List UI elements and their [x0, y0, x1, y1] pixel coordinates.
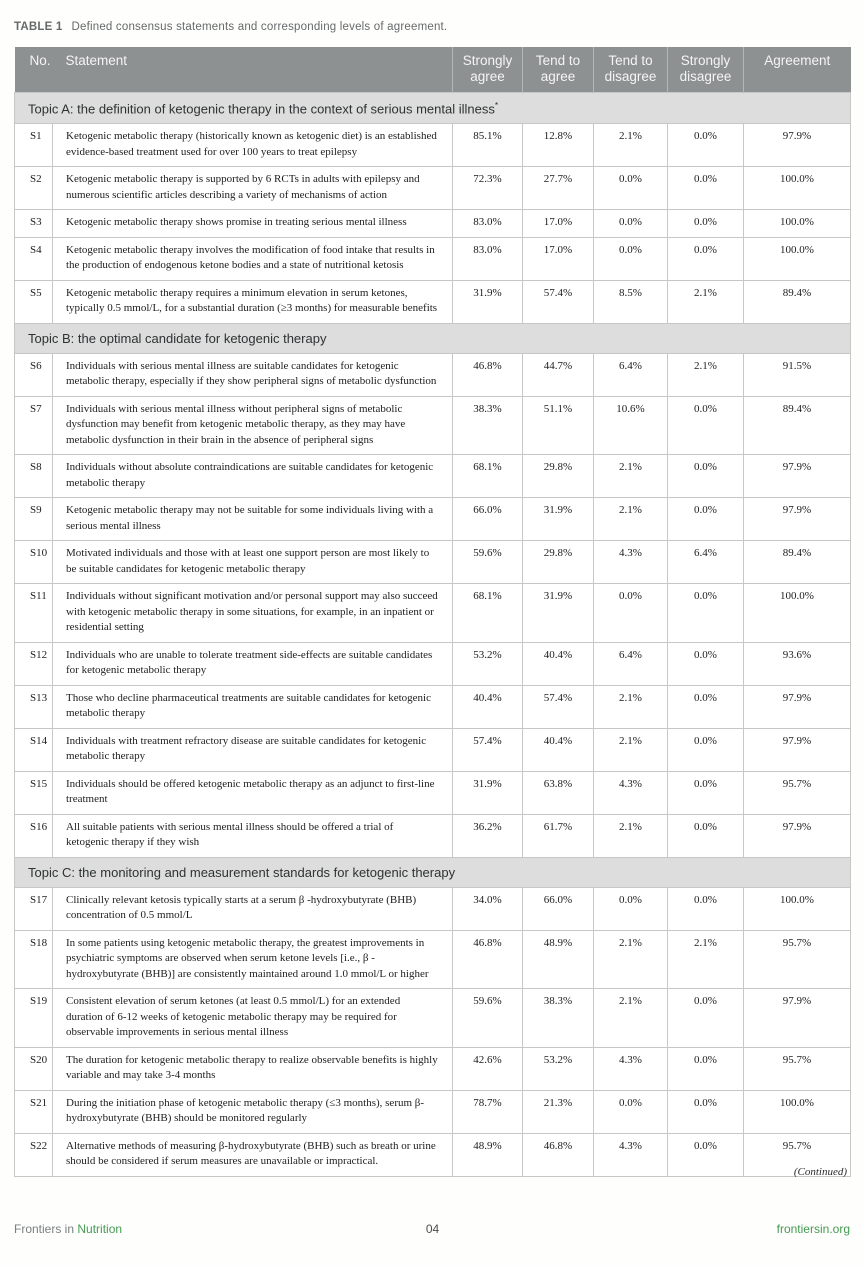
value-strongly-disagree: 0.0%	[668, 771, 744, 814]
table-row	[15, 1047, 851, 1090]
statement-text: Ketogenic metabolic therapy is supported by 6 RCTs in adults with epilepsy and numerous scientific articles describing a variety of mechanisms of action	[53, 167, 453, 210]
value-tend-to-agree: 29.8%	[523, 541, 594, 584]
value-agreement: 97.9%	[744, 989, 851, 1048]
column-header-strongly-disagree: Strongly disagree	[668, 47, 744, 93]
table-row	[15, 728, 851, 771]
value-strongly-disagree: 0.0%	[668, 887, 744, 930]
statement-number: S11	[15, 584, 53, 643]
value-tend-to-disagree: 6.4%	[594, 642, 668, 685]
value-tend-to-agree: 21.3%	[523, 1090, 594, 1133]
value-agreement: 89.4%	[744, 396, 851, 455]
value-strongly-agree: 85.1%	[453, 124, 523, 167]
value-tend-to-disagree: 2.1%	[594, 498, 668, 541]
value-strongly-disagree: 0.0%	[668, 237, 744, 280]
value-tend-to-disagree: 2.1%	[594, 814, 668, 857]
statement-text: During the initiation phase of ketogenic metabolic therapy (≤3 months), serum β-hydroxybutyrate (BHB) should be monitored regularly	[53, 1090, 453, 1133]
topic-row	[15, 323, 851, 353]
page-number: 04	[425, 1222, 440, 1236]
statement-text: The duration for ketogenic metabolic therapy to realize observable benefits is highly variable and may take 3-4 months	[53, 1047, 453, 1090]
column-header-agreement: Agreement	[744, 47, 851, 93]
table-header-row	[15, 47, 851, 93]
value-agreement: 97.9%	[744, 728, 851, 771]
value-strongly-agree: 72.3%	[453, 167, 523, 210]
value-strongly-disagree: 0.0%	[668, 396, 744, 455]
value-tend-to-disagree: 0.0%	[594, 237, 668, 280]
value-strongly-agree: 31.9%	[453, 280, 523, 323]
value-strongly-agree: 46.8%	[453, 353, 523, 396]
table-row	[15, 455, 851, 498]
value-strongly-disagree: 0.0%	[668, 210, 744, 238]
statement-number: S7	[15, 396, 53, 455]
value-strongly-disagree: 0.0%	[668, 455, 744, 498]
value-tend-to-agree: 27.7%	[523, 167, 594, 210]
value-strongly-agree: 83.0%	[453, 210, 523, 238]
table-row	[15, 353, 851, 396]
value-strongly-agree: 83.0%	[453, 237, 523, 280]
table-row	[15, 685, 851, 728]
value-strongly-disagree: 2.1%	[668, 930, 744, 989]
statement-number: S2	[15, 167, 53, 210]
value-tend-to-disagree: 2.1%	[594, 455, 668, 498]
topic-row	[15, 857, 851, 887]
table-row	[15, 584, 851, 643]
value-strongly-disagree: 2.1%	[668, 353, 744, 396]
value-strongly-disagree: 0.0%	[668, 1090, 744, 1133]
statement-text: Individuals with treatment refractory disease are suitable candidates for ketogenic metabolic therapy	[53, 728, 453, 771]
value-tend-to-agree: 17.0%	[523, 237, 594, 280]
topic-title: Topic C: the monitoring and measurement standards for ketogenic therapy	[15, 857, 851, 887]
continued-note: (Continued)	[793, 1166, 847, 1178]
statement-number: S18	[15, 930, 53, 989]
table-row	[15, 1133, 851, 1176]
statement-number: S20	[15, 1047, 53, 1090]
value-strongly-agree: 31.9%	[453, 771, 523, 814]
value-strongly-agree: 34.0%	[453, 887, 523, 930]
value-agreement: 100.0%	[744, 887, 851, 930]
statement-number: S4	[15, 237, 53, 280]
topic-title: Topic B: the optimal candidate for ketogenic therapy	[15, 323, 851, 353]
value-strongly-disagree: 0.0%	[668, 124, 744, 167]
topic-title: Topic A: the definition of ketogenic therapy in the context of serious mental illness*	[15, 93, 851, 124]
value-tend-to-disagree: 0.0%	[594, 1090, 668, 1133]
value-tend-to-agree: 63.8%	[523, 771, 594, 814]
value-tend-to-disagree: 2.1%	[594, 685, 668, 728]
statement-number: S9	[15, 498, 53, 541]
table-header	[15, 47, 851, 93]
value-tend-to-agree: 38.3%	[523, 989, 594, 1048]
site-link[interactable]: frontiersin.org	[776, 1222, 850, 1236]
value-agreement: 91.5%	[744, 353, 851, 396]
column-header-no: No.	[15, 47, 53, 93]
topic-row	[15, 93, 851, 124]
value-strongly-agree: 68.1%	[453, 455, 523, 498]
value-tend-to-agree: 29.8%	[523, 455, 594, 498]
value-strongly-agree: 68.1%	[453, 584, 523, 643]
statement-text: Alternative methods of measuring β-hydroxybutyrate (BHB) such as breath or urine should be considered if serum measures are unavailable or impractical.	[53, 1133, 453, 1176]
value-tend-to-agree: 57.4%	[523, 685, 594, 728]
value-tend-to-agree: 51.1%	[523, 396, 594, 455]
value-strongly-agree: 36.2%	[453, 814, 523, 857]
value-tend-to-agree: 31.9%	[523, 498, 594, 541]
table-row	[15, 930, 851, 989]
journal-title: Nutrition	[77, 1222, 123, 1236]
column-header-tend-to-agree: Tend to agree	[523, 47, 594, 93]
statement-number: S5	[15, 280, 53, 323]
statement-number: S15	[15, 771, 53, 814]
topic-footnote-marker: *	[494, 100, 499, 110]
statement-text: Individuals who are unable to tolerate treatment side-effects are suitable candidates for ketogenic metabolic therapy	[53, 642, 453, 685]
value-agreement: 100.0%	[744, 210, 851, 238]
table-row	[15, 814, 851, 857]
statement-number: S10	[15, 541, 53, 584]
value-strongly-agree: 42.6%	[453, 1047, 523, 1090]
value-strongly-agree: 38.3%	[453, 396, 523, 455]
value-tend-to-disagree: 4.3%	[594, 1133, 668, 1176]
statement-text: Ketogenic metabolic therapy shows promise in treating serious mental illness	[53, 210, 453, 238]
value-tend-to-agree: 31.9%	[523, 584, 594, 643]
value-tend-to-disagree: 0.0%	[594, 167, 668, 210]
value-strongly-disagree: 0.0%	[668, 167, 744, 210]
value-agreement: 97.9%	[744, 814, 851, 857]
table-row	[15, 771, 851, 814]
value-strongly-agree: 59.6%	[453, 541, 523, 584]
value-strongly-disagree: 0.0%	[668, 584, 744, 643]
column-header-strongly-agree: Strongly agree	[453, 47, 523, 93]
value-agreement: 100.0%	[744, 237, 851, 280]
value-strongly-disagree: 2.1%	[668, 280, 744, 323]
statement-text: Individuals with serious mental illness are suitable candidates for ketogenic metabolic therapy, especially if they show peripheral signs of metabolic dysfunction	[53, 353, 453, 396]
consensus-table	[14, 47, 851, 1177]
value-agreement: 95.7%	[744, 771, 851, 814]
value-tend-to-disagree: 2.1%	[594, 989, 668, 1048]
value-agreement: 95.7%	[744, 930, 851, 989]
statement-number: S8	[15, 455, 53, 498]
value-agreement: 100.0%	[744, 1090, 851, 1133]
value-tend-to-agree: 61.7%	[523, 814, 594, 857]
value-agreement: 93.6%	[744, 642, 851, 685]
statement-text: Individuals without absolute contraindications are suitable candidates for ketogenic metabolic therapy	[53, 455, 453, 498]
value-strongly-disagree: 0.0%	[668, 498, 744, 541]
value-tend-to-disagree: 4.3%	[594, 1047, 668, 1090]
table-row	[15, 396, 851, 455]
value-strongly-agree: 48.9%	[453, 1133, 523, 1176]
value-tend-to-agree: 66.0%	[523, 887, 594, 930]
value-tend-to-disagree: 2.1%	[594, 124, 668, 167]
statement-text: Motivated individuals and those with at least one support person are most likely to be suitable candidates for ketogenic metabolic therapy	[53, 541, 453, 584]
statement-text: Individuals without significant motivation and/or personal support may also succeed with ketogenic metabolic therapy in some situations, for example, in an inpatient or residential setting	[53, 584, 453, 643]
value-tend-to-disagree: 0.0%	[594, 887, 668, 930]
statement-text: Those who decline pharmaceutical treatments are suitable candidates for ketogenic metabolic therapy	[53, 685, 453, 728]
value-tend-to-agree: 46.8%	[523, 1133, 594, 1176]
statement-number: S22	[15, 1133, 53, 1176]
table-row	[15, 280, 851, 323]
statement-text: Ketogenic metabolic therapy may not be suitable for some individuals living with a serious mental illness	[53, 498, 453, 541]
value-agreement: 95.7%	[744, 1047, 851, 1090]
statement-number: S16	[15, 814, 53, 857]
value-agreement: 89.4%	[744, 280, 851, 323]
value-tend-to-agree: 40.4%	[523, 728, 594, 771]
statement-number: S12	[15, 642, 53, 685]
value-tend-to-disagree: 4.3%	[594, 541, 668, 584]
value-tend-to-disagree: 0.0%	[594, 210, 668, 238]
value-tend-to-disagree: 10.6%	[594, 396, 668, 455]
value-tend-to-agree: 12.8%	[523, 124, 594, 167]
table-row	[15, 210, 851, 238]
value-tend-to-disagree: 0.0%	[594, 584, 668, 643]
value-agreement: 100.0%	[744, 584, 851, 643]
statement-number: S21	[15, 1090, 53, 1133]
value-strongly-agree: 78.7%	[453, 1090, 523, 1133]
column-header-tend-to-disagree: Tend to disagree	[594, 47, 668, 93]
value-strongly-agree: 57.4%	[453, 728, 523, 771]
value-agreement: 97.9%	[744, 455, 851, 498]
value-tend-to-agree: 44.7%	[523, 353, 594, 396]
statement-number: S13	[15, 685, 53, 728]
value-tend-to-agree: 17.0%	[523, 210, 594, 238]
statement-text: All suitable patients with serious mental illness should be offered a trial of ketogenic therapy if they wish	[53, 814, 453, 857]
table-row	[15, 498, 851, 541]
table-row	[15, 989, 851, 1048]
value-tend-to-agree: 53.2%	[523, 1047, 594, 1090]
value-agreement: 97.9%	[744, 124, 851, 167]
table-row	[15, 1090, 851, 1133]
table-row	[15, 167, 851, 210]
value-strongly-agree: 40.4%	[453, 685, 523, 728]
statement-text: Ketogenic metabolic therapy (historically known as ketogenic diet) is an established evidence-based treatment used for over 100 years to treat epilepsy	[53, 124, 453, 167]
table-row	[15, 124, 851, 167]
value-tend-to-agree: 48.9%	[523, 930, 594, 989]
statement-text: Individuals with serious mental illness without peripheral signs of metabolic dysfunction may benefit from ketogenic metabolic therapy, as they may have metabolic dysfunction in their brain in the absence of peripheral signs	[53, 396, 453, 455]
statement-number: S14	[15, 728, 53, 771]
statement-text: In some patients using ketogenic metabolic therapy, the greatest improvements in psychiatric symptoms are observed when serum ketone levels [i.e., β -hydroxybutyrate (BHB)] are consistently maintained around 1.0 mmol/L or higher	[53, 930, 453, 989]
value-strongly-disagree: 0.0%	[668, 814, 744, 857]
value-agreement: 89.4%	[744, 541, 851, 584]
value-tend-to-disagree: 4.3%	[594, 771, 668, 814]
value-tend-to-disagree: 2.1%	[594, 930, 668, 989]
statement-text: Ketogenic metabolic therapy involves the modification of food intake that results in the production of endogenous ketone bodies and a state of nutritional ketosis	[53, 237, 453, 280]
table-row	[15, 541, 851, 584]
statement-number: S6	[15, 353, 53, 396]
value-strongly-disagree: 0.0%	[668, 1047, 744, 1090]
value-tend-to-disagree: 8.5%	[594, 280, 668, 323]
value-strongly-disagree: 0.0%	[668, 1133, 744, 1176]
value-strongly-disagree: 0.0%	[668, 685, 744, 728]
value-agreement: 97.9%	[744, 685, 851, 728]
statement-number: S17	[15, 887, 53, 930]
value-strongly-disagree: 0.0%	[668, 728, 744, 771]
statement-text: Individuals should be offered ketogenic metabolic therapy as an adjunct to first-line treatment	[53, 771, 453, 814]
statement-number: S19	[15, 989, 53, 1048]
value-strongly-agree: 46.8%	[453, 930, 523, 989]
value-agreement: 95.7%	[744, 1133, 851, 1176]
table-caption-text: Defined consensus statements and corresponding levels of agreement.	[71, 21, 448, 33]
table-row	[15, 237, 851, 280]
table-row	[15, 887, 851, 930]
value-tend-to-disagree: 6.4%	[594, 353, 668, 396]
value-strongly-disagree: 6.4%	[668, 541, 744, 584]
value-tend-to-disagree: 2.1%	[594, 728, 668, 771]
table-body	[15, 93, 851, 1177]
statement-text: Ketogenic metabolic therapy requires a minimum elevation in serum ketones, typically 0.5 mmol/L, for a substantial duration (≥3 months) for measurable benefits	[53, 280, 453, 323]
value-strongly-disagree: 0.0%	[668, 989, 744, 1048]
value-strongly-disagree: 0.0%	[668, 642, 744, 685]
statement-text: Consistent elevation of serum ketones (at least 0.5 mmol/L) for an extended duration of 6-12 weeks of ketogenic metabolic therapy may be required for observable improvements in serious mental illness	[53, 989, 453, 1048]
value-agreement: 97.9%	[744, 498, 851, 541]
value-strongly-agree: 53.2%	[453, 642, 523, 685]
value-strongly-agree: 59.6%	[453, 989, 523, 1048]
statement-number: S3	[15, 210, 53, 238]
statement-text: Clinically relevant ketosis typically starts at a serum β -hydroxybutyrate (BHB) concentration of 0.5 mmol/L	[53, 887, 453, 930]
value-tend-to-agree: 40.4%	[523, 642, 594, 685]
value-tend-to-agree: 57.4%	[523, 280, 594, 323]
value-strongly-agree: 66.0%	[453, 498, 523, 541]
table-caption-label: TABLE 1	[14, 21, 63, 33]
statement-number: S1	[15, 124, 53, 167]
column-header-statement: Statement	[53, 47, 453, 93]
journal-prefix: Frontiers in	[14, 1222, 75, 1236]
table-row	[15, 642, 851, 685]
table-caption	[14, 21, 447, 33]
value-agreement: 100.0%	[744, 167, 851, 210]
